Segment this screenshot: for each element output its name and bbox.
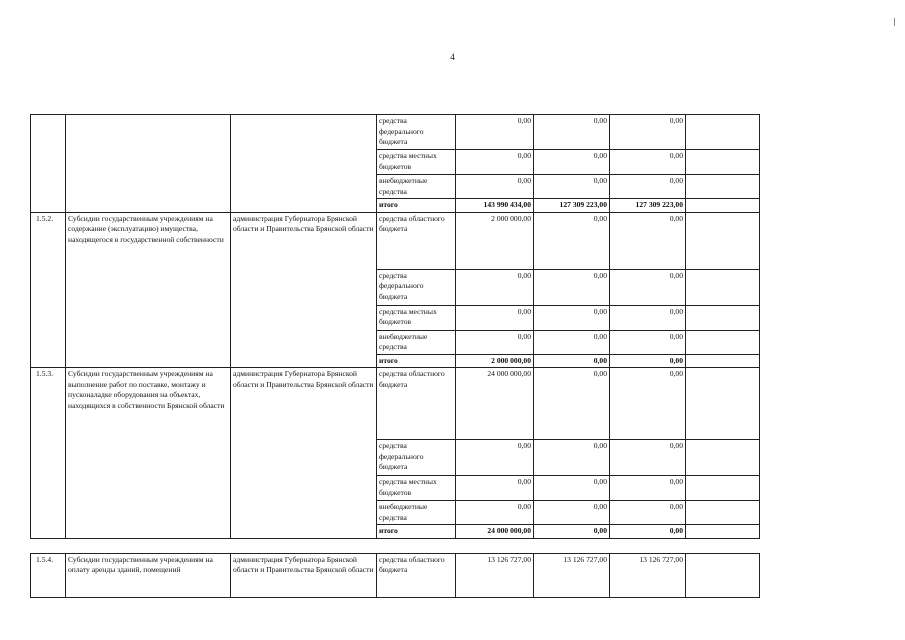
- value-cell: 0,00: [534, 330, 610, 354]
- total-value-cell: 143 990 434,00: [456, 199, 534, 213]
- value-cell: 0,00: [534, 440, 610, 476]
- funding-source-cell: средства федерального бюджета: [377, 269, 456, 305]
- empty-cell: [686, 212, 760, 269]
- funding-source-cell: средства областного бюджета: [377, 368, 456, 440]
- empty-cell: [686, 305, 760, 330]
- value-cell: 0,00: [534, 115, 610, 150]
- value-cell: 0,00: [456, 269, 534, 305]
- value-cell: 0,00: [534, 476, 610, 501]
- measure-name-cell: Субсидии государственным учреждениям на содержание (эксплуатацию) имущества, находящегося в государственной собственности: [66, 212, 231, 368]
- table-row: [31, 553, 760, 597]
- total-value-cell: 0,00: [610, 354, 686, 368]
- value-cell: 0,00: [456, 330, 534, 354]
- item-number-cell: 1.5.4.: [31, 553, 66, 597]
- empty-cell: [686, 553, 760, 597]
- value-cell: 0,00: [456, 305, 534, 330]
- empty-cell: [686, 150, 760, 175]
- total-value-cell: 0,00: [610, 525, 686, 539]
- total-value-cell: 127 309 223,00: [610, 199, 686, 213]
- measure-name-cell: Субсидии государственным учреждениям на оплату аренды зданий, помещений: [66, 553, 231, 597]
- empty-cell: [686, 501, 760, 525]
- value-cell: 0,00: [610, 330, 686, 354]
- item-number-cell: 1.5.2.: [31, 212, 66, 368]
- value-cell: 0,00: [534, 368, 610, 440]
- value-cell: 0,00: [456, 440, 534, 476]
- value-cell: 0,00: [534, 150, 610, 175]
- funding-source-cell: средства местных бюджетов: [377, 476, 456, 501]
- value-cell: 13 126 727,00: [610, 553, 686, 597]
- empty-cell: [686, 368, 760, 440]
- value-cell: 0,00: [534, 305, 610, 330]
- value-cell: 0,00: [610, 269, 686, 305]
- total-label-cell: итого: [377, 199, 456, 213]
- empty-cell: [686, 175, 760, 199]
- value-cell: 0,00: [610, 501, 686, 525]
- executor-cell: администрация Губернатора Брянской области и Правительства Брянской области: [231, 212, 377, 368]
- table-row: [31, 212, 760, 269]
- total-value-cell: 127 309 223,00: [534, 199, 610, 213]
- table-row: [31, 368, 760, 440]
- funding-source-cell: средства местных бюджетов: [377, 150, 456, 175]
- value-cell: 0,00: [610, 150, 686, 175]
- budget-table: [30, 114, 760, 598]
- value-cell: 2 000 000,00: [456, 212, 534, 269]
- empty-cell: [686, 525, 760, 539]
- total-value-cell: 2 000 000,00: [456, 354, 534, 368]
- funding-source-cell: внебюджетные средства: [377, 330, 456, 354]
- empty-cell: [686, 330, 760, 354]
- value-cell: 0,00: [610, 368, 686, 440]
- number-cell: [31, 115, 66, 213]
- value-cell: 0,00: [534, 212, 610, 269]
- funding-source-cell: внебюджетные средства: [377, 175, 456, 199]
- empty-cell: [686, 199, 760, 213]
- value-cell: 0,00: [456, 150, 534, 175]
- empty-cell: [686, 115, 760, 150]
- executor-cell: [231, 115, 377, 213]
- value-cell: 0,00: [456, 476, 534, 501]
- funding-source-cell: средства областного бюджета: [377, 212, 456, 269]
- empty-cell: [686, 269, 760, 305]
- funding-source-cell: средства федерального бюджета: [377, 440, 456, 476]
- total-value-cell: 0,00: [534, 525, 610, 539]
- table-row: [31, 115, 760, 150]
- value-cell: 0,00: [610, 175, 686, 199]
- value-cell: 0,00: [534, 501, 610, 525]
- total-value-cell: 0,00: [534, 354, 610, 368]
- value-cell: 0,00: [610, 212, 686, 269]
- empty-cell: [686, 440, 760, 476]
- total-label-cell: итого: [377, 525, 456, 539]
- funding-source-cell: средства федерального бюджета: [377, 115, 456, 150]
- value-cell: 0,00: [456, 501, 534, 525]
- empty-cell: [686, 476, 760, 501]
- item-number-cell: 1.5.3.: [31, 368, 66, 539]
- value-cell: 0,00: [456, 115, 534, 150]
- executor-cell: администрация Губернатора Брянской области и Правительства Брянской области: [231, 368, 377, 539]
- value-cell: 13 126 727,00: [534, 553, 610, 597]
- total-label-cell: итого: [377, 354, 456, 368]
- page-number: 4: [450, 52, 455, 62]
- value-cell: 0,00: [610, 476, 686, 501]
- executor-cell: администрация Губернатора Брянской области и Правительства Брянской области: [231, 553, 377, 597]
- value-cell: 0,00: [456, 175, 534, 199]
- measure-name-cell: [66, 115, 231, 213]
- table-separator: [31, 538, 760, 553]
- value-cell: 0,00: [610, 115, 686, 150]
- total-value-cell: 24 000 000,00: [456, 525, 534, 539]
- funding-source-cell: средства местных бюджетов: [377, 305, 456, 330]
- value-cell: 0,00: [534, 175, 610, 199]
- value-cell: 0,00: [610, 440, 686, 476]
- measure-name-cell: Субсидии государственным учреждениям на выполнение работ по поставке, монтажу и пусконаладке оборудования на объектах, находящихся в собственности Брянской области: [66, 368, 231, 539]
- value-cell: 13 126 727,00: [456, 553, 534, 597]
- funding-source-cell: внебюджетные средства: [377, 501, 456, 525]
- funding-source-cell: средства областного бюджета: [377, 553, 456, 597]
- scan-edge-mark: [894, 18, 895, 26]
- empty-cell: [686, 354, 760, 368]
- value-cell: 0,00: [610, 305, 686, 330]
- value-cell: 24 000 000,00: [456, 368, 534, 440]
- value-cell: 0,00: [534, 269, 610, 305]
